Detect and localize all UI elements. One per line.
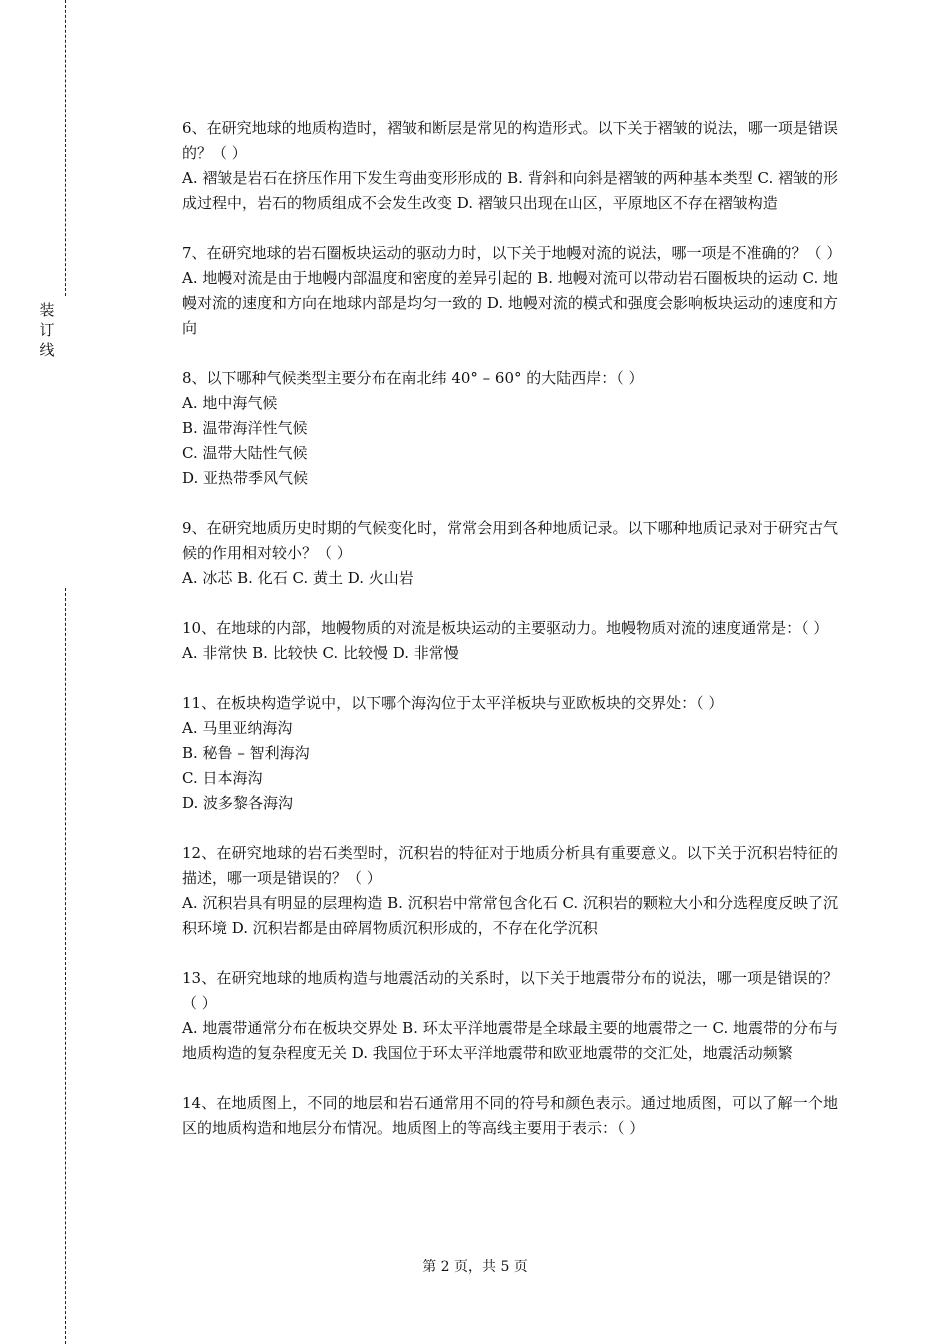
question-11 [182, 691, 838, 816]
question-stem: 13、在研究地球的地质构造与地震活动的关系时，以下关于地震带分布的说法，哪一项是错误的？（ ） [182, 969, 838, 1012]
question-7 [182, 241, 842, 341]
binding-char: 订 [39, 321, 55, 339]
option-c: C. 温带大陆性气候 [182, 444, 308, 462]
page-footer: 第 2 页，共 5 页 [422, 1259, 528, 1275]
option-d: D. 波多黎各海沟 [182, 794, 294, 812]
question-stem: 8、以下哪种气候类型主要分布在南北纬 40° – 60° 的大陆西岸：（ ） [182, 369, 644, 387]
question-stem: 6、在研究地球的地质构造时，褶皱和断层是常见的构造形式。以下关于褶皱的说法，哪一项是错误的？（ ） [182, 119, 838, 162]
option-c: C. 日本海沟 [182, 769, 263, 787]
question-stem: 10、在地球的内部，地幔物质的对流是板块运动的主要驱动力。地幔物质对流的速度通常是：（ ） [182, 619, 829, 637]
question-options: A. 非常快 B. 比较快 C. 比较慢 D. 非常慢 [182, 644, 459, 662]
question-stem: 9、在研究地质历史时期的气候变化时，常常会用到各种地质记录。以下哪种地质记录对于研究古气候的作用相对较小？（ ） [182, 519, 838, 562]
binding-label [37, 300, 57, 360]
question-options: A. 地幔对流是由于地幔内部温度和密度的差异引起的 B. 地幔对流可以带动岩石圈板块的运动 C. 地幔对流的速度和方向在地球内部是均匀一致的 D. 地幔对流的模式和强度会影响板块运动的速度和方向 [182, 269, 838, 337]
question-stem: 7、在研究地球的岩石圈板块运动的驱动力时，以下关于地幔对流的说法，哪一项是不准确的？（ ） [182, 244, 842, 262]
binding-char: 装 [39, 301, 55, 319]
question-options: A. 地震带通常分布在板块交界处 B. 环太平洋地震带是全球最主要的地震带之一 C. 地震带的分布与地质构造的复杂程度无关 D. 我国位于环太平洋地震带和欧亚地震带的交汇处，地震活动频繁 [182, 1019, 838, 1062]
question-13 [182, 966, 838, 1066]
question-6 [182, 116, 838, 216]
option-b: B. 温带海洋性气候 [182, 419, 308, 437]
question-options: A. 褶皱是岩石在挤压作用下发生弯曲变形形成的 B. 背斜和向斜是褶皱的两种基本类型 C. 褶皱的形成过程中，岩石的物质组成不会发生改变 D. 褶皱只出现在山区，平原地区不存在褶皱构造 [182, 169, 838, 212]
option-b: B. 秘鲁 – 智利海沟 [182, 744, 310, 762]
binding-char: 线 [39, 341, 55, 359]
question-8 [182, 366, 838, 491]
binding-dashed-line-bottom [65, 588, 66, 1344]
question-14 [182, 1091, 838, 1141]
option-a: A. 地中海气候 [182, 394, 278, 412]
question-10 [182, 616, 838, 666]
question-stem: 12、在研究地球的岩石类型时，沉积岩的特征对于地质分析具有重要意义。以下关于沉积岩特征的描述，哪一项是错误的？（ ） [182, 844, 838, 887]
option-a: A. 马里亚纳海沟 [182, 719, 293, 737]
question-9 [182, 516, 838, 591]
question-options: A. 冰芯 B. 化石 C. 黄土 D. 火山岩 [182, 569, 414, 587]
question-list [182, 116, 842, 1166]
question-12 [182, 841, 838, 941]
option-d: D. 亚热带季风气候 [182, 469, 309, 487]
question-stem: 14、在地质图上，不同的地层和岩石通常用不同的符号和颜色表示。通过地质图，可以了解一个地区的地质构造和地层分布情况。地质图上的等高线主要用于表示：（ ） [182, 1094, 838, 1137]
question-stem: 11、在板块构造学说中，以下哪个海沟位于太平洋板块与亚欧板块的交界处：（ ） [182, 694, 724, 712]
question-options: A. 沉积岩具有明显的层理构造 B. 沉积岩中常常包含化石 C. 沉积岩的颗粒大小和分选程度反映了沉积环境 D. 沉积岩都是由碎屑物质沉积形成的，不存在化学沉积 [182, 894, 838, 937]
binding-dashed-line-top [65, 0, 66, 296]
